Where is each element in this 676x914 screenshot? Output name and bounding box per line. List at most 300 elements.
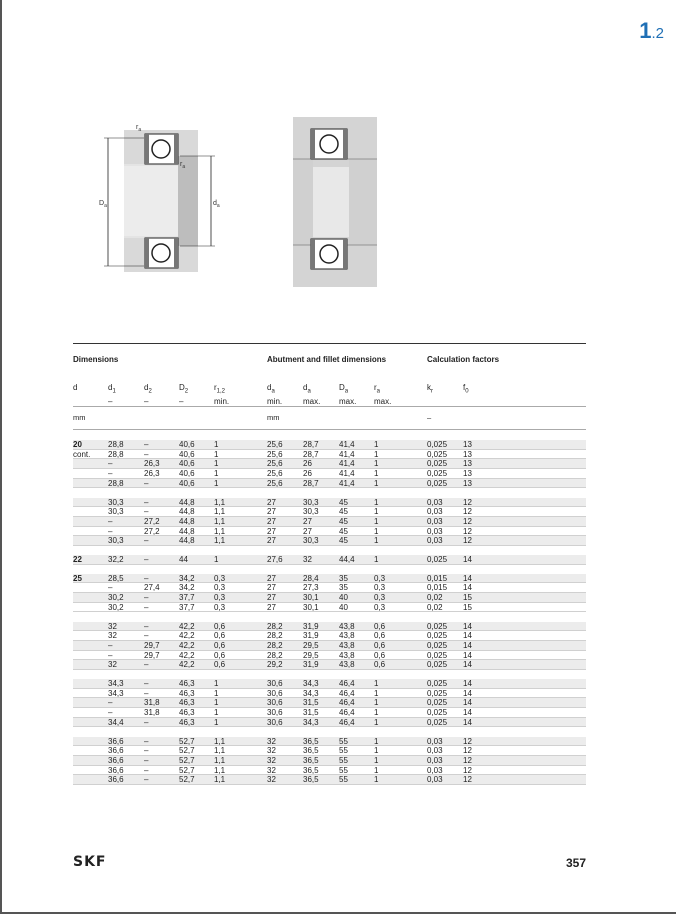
- table-cell: 34,2: [179, 573, 195, 583]
- table-cell: 55: [339, 775, 348, 785]
- table-cell: 1: [214, 679, 219, 688]
- table-cell: 0,015: [427, 583, 448, 593]
- table-cell: 40,6: [179, 440, 195, 449]
- table-cell: 0,025: [427, 555, 448, 564]
- table-cell: 0,03: [427, 536, 443, 546]
- table-cell: 1: [214, 555, 219, 564]
- bearing-mounting-diagram: [98, 116, 224, 286]
- table-cell: 46,4: [339, 679, 355, 688]
- table-cell: 0,3: [374, 583, 386, 593]
- table-cell: 32: [108, 621, 117, 631]
- table-cell: 34,2: [179, 583, 195, 593]
- bore-diameter: 20: [73, 440, 82, 449]
- table-cell: 44: [179, 555, 188, 564]
- table-cell: 28,8: [108, 449, 124, 459]
- table-cell: 25,6: [267, 459, 283, 469]
- table-cell: 28,2: [267, 640, 283, 650]
- table-cell: 14: [463, 555, 472, 564]
- table-cell: 0,025: [427, 640, 448, 650]
- column-header: $d_2$ –: [144, 383, 152, 406]
- table-cell: 15: [463, 602, 472, 612]
- table-cell: 41,4: [339, 478, 355, 488]
- table-cell: 0,3: [214, 593, 226, 603]
- table-cell: –: [144, 688, 149, 698]
- table-cell: 40,6: [179, 449, 195, 459]
- table-cell: –: [144, 555, 149, 564]
- table-cell: 42,2: [179, 631, 195, 641]
- table-row: [73, 450, 586, 460]
- row-rule: [73, 784, 586, 785]
- table-cell: 0,6: [374, 621, 386, 631]
- table-cell: 1,1: [214, 497, 226, 507]
- table-cell: 14: [463, 679, 472, 688]
- ra-label: $r_a$: [136, 124, 142, 133]
- column-header: $d_a$ max.: [303, 383, 321, 406]
- table-cell: 46,3: [179, 708, 195, 718]
- row-rule: [73, 487, 586, 488]
- table-cell: 1: [214, 469, 219, 479]
- table-cell: 0,025: [427, 449, 448, 459]
- table-cell: 27,6: [267, 555, 283, 564]
- table-cell: 1: [374, 469, 379, 479]
- table-cell: 36,5: [303, 765, 319, 775]
- table-cell: 14: [463, 698, 472, 708]
- table-cell: 12: [463, 755, 472, 765]
- table-cell: 12: [463, 497, 472, 507]
- table-cell: 30,6: [267, 688, 283, 698]
- table-cell: 31,9: [303, 660, 319, 670]
- table-cell: 30,1: [303, 593, 319, 603]
- table-cell: 0,6: [374, 640, 386, 650]
- table-cell: 36,5: [303, 746, 319, 756]
- table-cell: 31,9: [303, 631, 319, 641]
- column-header: $d_1$ –: [108, 383, 116, 406]
- table-cell: 36,5: [303, 755, 319, 765]
- group-dimensions: Dimensions: [73, 355, 119, 364]
- table-cell: 29,7: [144, 650, 160, 660]
- bore-diameter: 22: [73, 555, 82, 564]
- table-cell: –: [144, 573, 149, 583]
- table-cell: 0,025: [427, 660, 448, 670]
- table-cell: 28,5: [108, 573, 124, 583]
- table-cell: 30,6: [267, 717, 283, 727]
- row-rule: [73, 669, 586, 670]
- table-cell: 0,025: [427, 478, 448, 488]
- page-number: 357: [566, 856, 587, 870]
- table-row: [73, 622, 586, 632]
- table-row: [73, 718, 586, 728]
- table-cell: 13: [463, 449, 472, 459]
- table-cell: 14: [463, 583, 472, 593]
- table-cell: 0,025: [427, 469, 448, 479]
- table-cell: –: [108, 698, 113, 708]
- table-cell: 14: [463, 660, 472, 670]
- unit-label: mm: [267, 413, 280, 422]
- table-cell: 0,025: [427, 621, 448, 631]
- table-cell: 0,3: [374, 602, 386, 612]
- table-cell: 12: [463, 775, 472, 785]
- table-cell: 37,7: [179, 602, 195, 612]
- table-cell: 46,3: [179, 717, 195, 727]
- table-cell: 1,1: [214, 775, 226, 785]
- table-cell: 0,03: [427, 526, 443, 536]
- table-cell: 0,025: [427, 459, 448, 469]
- table-cell: 31,8: [144, 698, 160, 708]
- table-cell: 14: [463, 631, 472, 641]
- group-calculation: Calculation factors: [427, 355, 500, 364]
- table-cell: 0,03: [427, 765, 443, 775]
- table-row: [73, 766, 586, 776]
- table-cell: –: [144, 507, 149, 517]
- table-cell: 30,3: [108, 507, 124, 517]
- table-cell: 32: [267, 765, 276, 775]
- table-cell: 0,3: [374, 573, 386, 583]
- table-cell: –: [144, 478, 149, 488]
- table-cell: 52,7: [179, 736, 195, 746]
- table-cell: 31,5: [303, 708, 319, 718]
- table-row: [73, 517, 586, 527]
- table-cell: 27,2: [144, 526, 160, 536]
- table-cell: 0,03: [427, 746, 443, 756]
- table-cell: 27,4: [144, 583, 160, 593]
- table-cell: 52,7: [179, 746, 195, 756]
- table-cell: 30,3: [303, 497, 319, 507]
- table-cell: –: [108, 469, 113, 479]
- table-cell: 32: [267, 775, 276, 785]
- table-cell: 52,7: [179, 775, 195, 785]
- table-cell: 43,8: [339, 650, 355, 660]
- table-cell: 1: [374, 555, 379, 564]
- unit-label: mm: [73, 413, 86, 422]
- table-cell: 37,7: [179, 593, 195, 603]
- table-cell: –: [108, 516, 113, 526]
- table-cell: 27: [267, 526, 276, 536]
- table-cell: 55: [339, 746, 348, 756]
- table-cell: 1: [374, 755, 379, 765]
- table-cell: 40: [339, 602, 348, 612]
- table-cell: 14: [463, 717, 472, 727]
- table-row: [73, 641, 586, 651]
- table-cell: 36,5: [303, 736, 319, 746]
- table-cell: 28,7: [303, 449, 319, 459]
- table-cell: 27: [267, 573, 276, 583]
- table-cell: 43,8: [339, 631, 355, 641]
- table-row: [73, 498, 586, 508]
- continued-note: cont.: [73, 449, 91, 459]
- table-row: [73, 593, 586, 603]
- table-row: [73, 746, 586, 756]
- table-cell: 15: [463, 593, 472, 603]
- table-cell: –: [144, 593, 149, 603]
- table-cell: 43,8: [339, 640, 355, 650]
- table-cell: 52,7: [179, 755, 195, 765]
- table-cell: 0,03: [427, 507, 443, 517]
- table-row: [73, 527, 586, 537]
- table-cell: –: [144, 765, 149, 775]
- table-cell: 34,3: [303, 717, 319, 727]
- table-cell: 46,4: [339, 708, 355, 718]
- table-cell: 40,6: [179, 469, 195, 479]
- table-cell: 32: [108, 631, 117, 641]
- skf-logo: SKF: [73, 854, 107, 870]
- table-cell: 45: [339, 516, 348, 526]
- table-cell: 1: [374, 688, 379, 698]
- table-row: [73, 440, 586, 450]
- table-cell: 35: [339, 583, 348, 593]
- table-cell: 1: [374, 679, 379, 688]
- table-cell: 34,3: [108, 688, 124, 698]
- table-cell: 28,2: [267, 631, 283, 641]
- table-cell: –: [144, 746, 149, 756]
- table-cell: 32: [267, 746, 276, 756]
- table-cell: 1,1: [214, 746, 226, 756]
- table-row: [73, 660, 586, 670]
- table-row: [73, 574, 586, 584]
- table-cell: 31,8: [144, 708, 160, 718]
- table-cell: 46,3: [179, 679, 195, 688]
- table-cell: 30,6: [267, 708, 283, 718]
- row-rule: [73, 545, 586, 546]
- table-cell: –: [144, 736, 149, 746]
- table-cell: 0,02: [427, 593, 443, 603]
- table-cell: 43,8: [339, 660, 355, 670]
- table-cell: 26: [303, 459, 312, 469]
- column-header: $k_r$: [427, 383, 433, 395]
- table-cell: 0,3: [214, 602, 226, 612]
- table-cell: 42,2: [179, 650, 195, 660]
- table-cell: 1: [374, 536, 379, 546]
- table-cell: 41,4: [339, 469, 355, 479]
- table-cell: 12: [463, 507, 472, 517]
- row-rule: [73, 726, 586, 727]
- table-cell: –: [108, 650, 113, 660]
- table-cell: 12: [463, 736, 472, 746]
- table-cell: 42,2: [179, 621, 195, 631]
- table-cell: 43,8: [339, 621, 355, 631]
- table-cell: 28,4: [303, 573, 319, 583]
- table-cell: 46,4: [339, 698, 355, 708]
- table-cell: 36,5: [303, 775, 319, 785]
- table-cell: 27: [267, 602, 276, 612]
- table-cell: 32: [267, 736, 276, 746]
- table-row: [73, 555, 586, 565]
- table-cell: 27: [267, 583, 276, 593]
- table-row: [73, 698, 586, 708]
- table-cell: 13: [463, 440, 472, 449]
- table-cell: 55: [339, 736, 348, 746]
- table-cell: –: [144, 717, 149, 727]
- table-cell: –: [144, 755, 149, 765]
- table-row: [73, 459, 586, 469]
- table-cell: 1: [374, 746, 379, 756]
- table-cell: 12: [463, 765, 472, 775]
- group-abutment: Abutment and fillet dimensions: [267, 355, 387, 364]
- table-cell: 27: [267, 507, 276, 517]
- column-header: $d_a$ min.: [267, 383, 283, 406]
- table-cell: 25,6: [267, 440, 283, 449]
- table-cell: 46,3: [179, 688, 195, 698]
- table-cell: 0,6: [374, 650, 386, 660]
- bore-diameter: 25: [73, 573, 82, 583]
- table-cell: 1: [374, 449, 379, 459]
- table-cell: –: [144, 440, 149, 449]
- table-cell: 0,6: [214, 650, 226, 660]
- table-cell: –: [144, 621, 149, 631]
- table-cell: 34,3: [303, 688, 319, 698]
- table-cell: 28,2: [267, 650, 283, 660]
- table-cell: 30,3: [108, 536, 124, 546]
- table-cell: 1: [214, 698, 219, 708]
- table-cell: 1,1: [214, 507, 226, 517]
- table-cell: 28,8: [108, 440, 124, 449]
- table-cell: –: [144, 497, 149, 507]
- table-cell: 14: [463, 688, 472, 698]
- table-cell: 1: [374, 516, 379, 526]
- table-cell: 28,8: [108, 478, 124, 488]
- da-label: $d_a$: [213, 200, 220, 209]
- table-cell: 27: [267, 516, 276, 526]
- table-cell: –: [144, 660, 149, 670]
- table-cell: 26,3: [144, 459, 160, 469]
- page-border: [0, 0, 2, 914]
- table-cell: 36,6: [108, 746, 124, 756]
- table-cell: 45: [339, 526, 348, 536]
- table-cell: 1: [374, 507, 379, 517]
- table-cell: 1: [214, 440, 219, 449]
- table-cell: 1: [374, 765, 379, 775]
- table-cell: 46,4: [339, 688, 355, 698]
- table-cell: 14: [463, 621, 472, 631]
- table-cell: 55: [339, 755, 348, 765]
- table-cell: 0,03: [427, 516, 443, 526]
- table-cell: 0,025: [427, 717, 448, 727]
- table-cell: 30,3: [303, 507, 319, 517]
- table-cell: 27: [267, 536, 276, 546]
- table-cell: –: [108, 708, 113, 718]
- table-cell: 32: [108, 660, 117, 670]
- table-cell: 27: [267, 497, 276, 507]
- table-row: [73, 603, 586, 613]
- table-cell: 13: [463, 459, 472, 469]
- table-row: [73, 479, 586, 489]
- table-cell: 27: [303, 516, 312, 526]
- table-cell: 44,8: [179, 536, 195, 546]
- table-cell: 30,6: [267, 679, 283, 688]
- table-cell: 14: [463, 708, 472, 718]
- table-cell: –: [144, 631, 149, 641]
- table-cell: 44,8: [179, 497, 195, 507]
- table-cell: 46,3: [179, 698, 195, 708]
- table-cell: 36,6: [108, 755, 124, 765]
- table-cell: 1: [374, 736, 379, 746]
- table-cell: 1,1: [214, 736, 226, 746]
- table-cell: 29,7: [144, 640, 160, 650]
- table-row: [73, 507, 586, 517]
- table-cell: 1,1: [214, 516, 226, 526]
- table-cell: –: [144, 679, 149, 688]
- table-cell: 40: [339, 593, 348, 603]
- table-cell: 25,6: [267, 478, 283, 488]
- table-cell: 1: [214, 708, 219, 718]
- row-rule: [73, 564, 586, 565]
- table-cell: 0,3: [214, 573, 226, 583]
- table-cell: 45: [339, 507, 348, 517]
- table-cell: 26,3: [144, 469, 160, 479]
- table-cell: 0,025: [427, 650, 448, 660]
- table-cell: 27,3: [303, 583, 319, 593]
- table-cell: 44,8: [179, 516, 195, 526]
- table-cell: 28,2: [267, 621, 283, 631]
- table-cell: –: [108, 640, 113, 650]
- table-row: [73, 583, 586, 593]
- table-cell: 1: [214, 449, 219, 459]
- table-cell: 30,1: [303, 602, 319, 612]
- table-cell: 0,6: [214, 640, 226, 650]
- table-cell: 44,4: [339, 555, 355, 564]
- table-cell: 14: [463, 650, 472, 660]
- table-cell: 34,3: [108, 679, 124, 688]
- table-cell: 12: [463, 526, 472, 536]
- table-cell: 40,6: [179, 478, 195, 488]
- table-cell: 25,6: [267, 449, 283, 459]
- table-row: [73, 689, 586, 699]
- table-cell: 30,3: [108, 497, 124, 507]
- table-row: [73, 651, 586, 661]
- table-cell: 0,025: [427, 698, 448, 708]
- table-cell: 0,02: [427, 602, 443, 612]
- table-cell: 44,8: [179, 507, 195, 517]
- table-cell: 1: [214, 459, 219, 469]
- table-rule: [73, 406, 586, 407]
- table-cell: 14: [463, 573, 472, 583]
- table-cell: 0,03: [427, 736, 443, 746]
- table-cell: 1: [374, 717, 379, 727]
- table-cell: 0,03: [427, 755, 443, 765]
- unit-label: –: [427, 413, 432, 422]
- table-cell: 36,6: [108, 775, 124, 785]
- table-cell: 1: [374, 478, 379, 488]
- table-cell: 31,9: [303, 621, 319, 631]
- bearing-mounting-diagram: [293, 117, 377, 287]
- table-cell: 0,025: [427, 440, 448, 449]
- column-header: $D_2$ –: [179, 383, 189, 406]
- table-cell: 46,4: [339, 717, 355, 727]
- table-cell: 12: [463, 516, 472, 526]
- table-cell: 1: [214, 717, 219, 727]
- Da-label: $D_a$: [99, 200, 107, 209]
- table-cell: 1: [374, 440, 379, 449]
- table-cell: 40,6: [179, 459, 195, 469]
- table-cell: 27: [267, 593, 276, 603]
- table-cell: 1,1: [214, 765, 226, 775]
- table-cell: –: [144, 536, 149, 546]
- table-cell: 36,6: [108, 765, 124, 775]
- table-cell: –: [144, 449, 149, 459]
- table-cell: 1: [374, 526, 379, 536]
- table-cell: –: [144, 602, 149, 612]
- table-cell: 29,2: [267, 660, 283, 670]
- table-cell: 1,1: [214, 526, 226, 536]
- table-cell: 45: [339, 536, 348, 546]
- section-number: 1.2: [639, 18, 664, 43]
- table-cell: 36,6: [108, 736, 124, 746]
- ra-label: $r_a$: [180, 161, 186, 170]
- table-cell: 1: [214, 688, 219, 698]
- table-cell: 0,03: [427, 497, 443, 507]
- table-cell: 42,2: [179, 640, 195, 650]
- table-cell: –: [108, 526, 113, 536]
- table-cell: 0,6: [214, 621, 226, 631]
